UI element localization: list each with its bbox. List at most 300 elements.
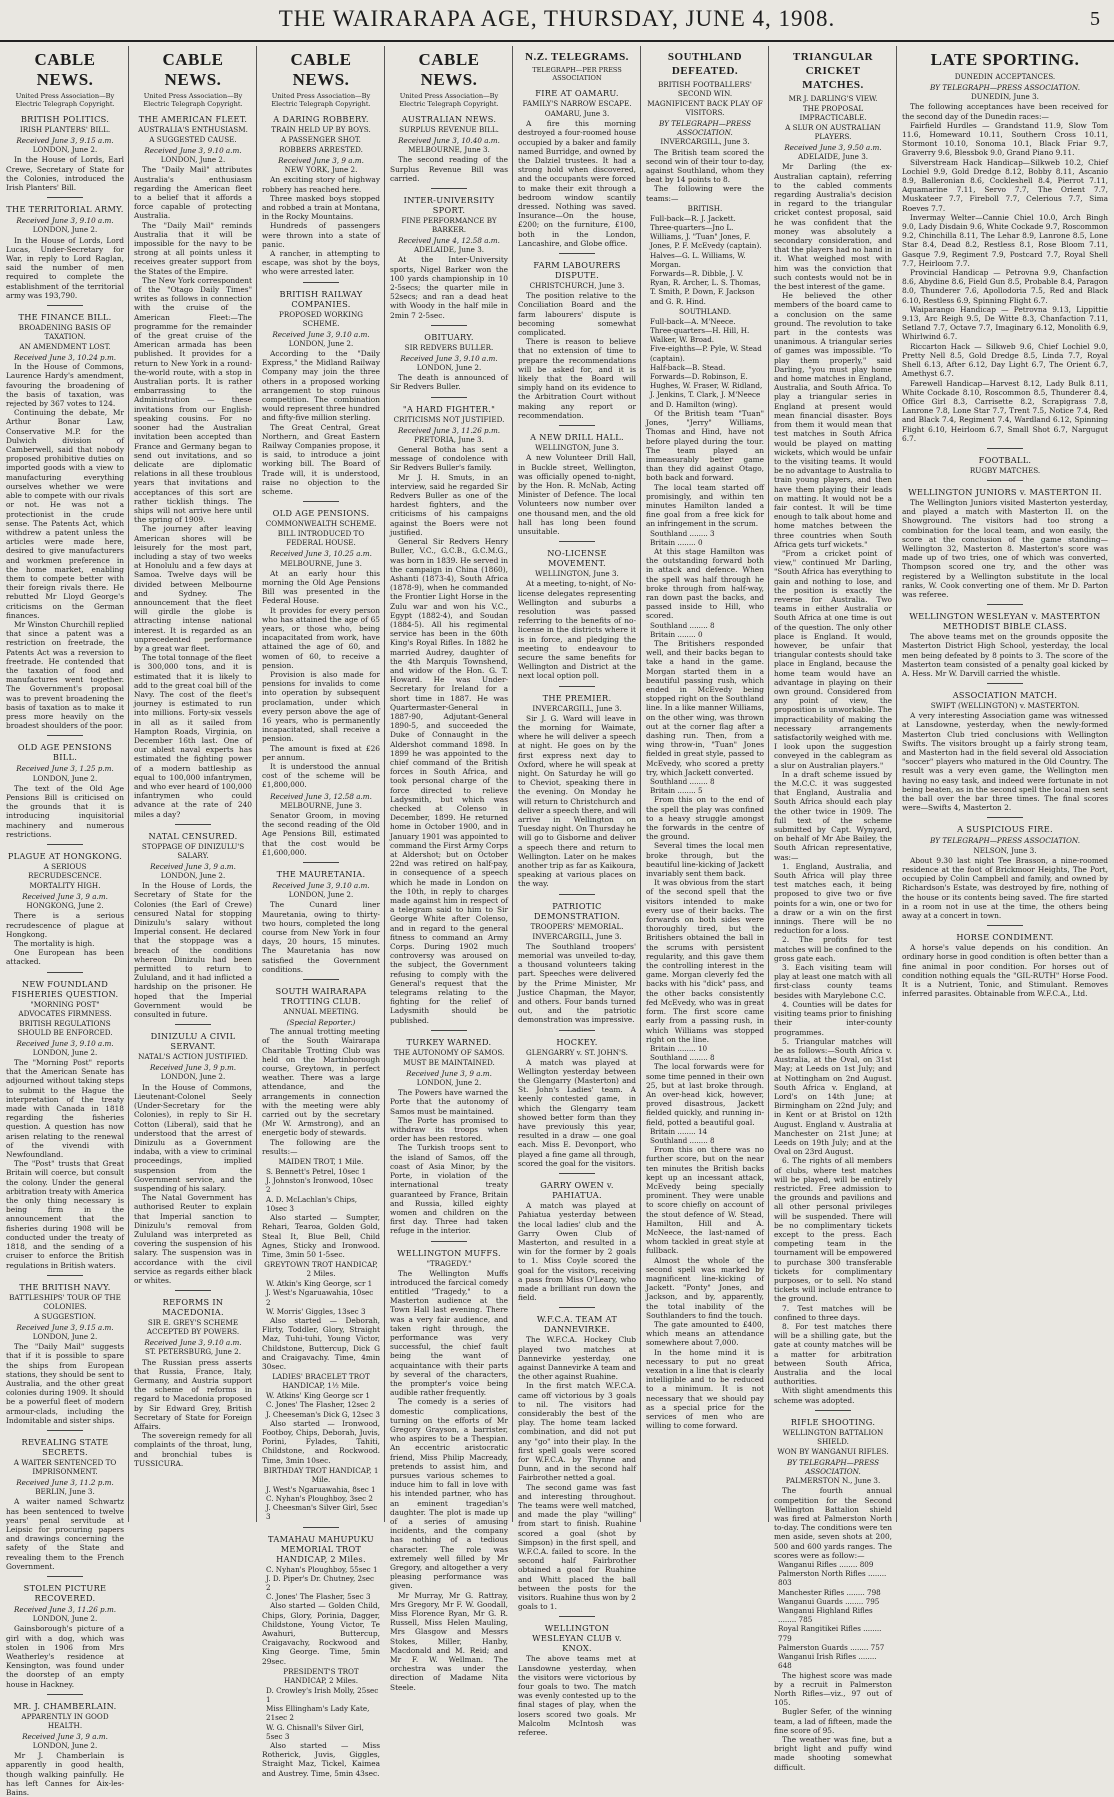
article-headline: REVEALING STATE SECRETS.: [21, 1436, 109, 1457]
article-subheading: FINE PERFORMANCE BY BARKER.: [401, 216, 497, 235]
article-separator: [987, 448, 1023, 449]
article-separator: [175, 1024, 211, 1025]
article-headline: WELLINGTON WESLEYAN v. MASTERTON METHODIST BIBLE CLASS.: [909, 611, 1101, 632]
column-rule: [512, 46, 513, 1522]
article-subheading: BROADENING BASIS OF TAXATION.: [18, 323, 112, 342]
article-subheading: A PASSENGER SHOT.: [281, 135, 361, 144]
article-paragraph: One European has been attacked.: [6, 948, 124, 967]
article-separator: [47, 1694, 83, 1695]
article-headline: THE BRITISH NAVY.: [19, 1281, 111, 1292]
article-paragraph: The Wellington Juniors visited Masterton yesterday, and played a match with Masterton II. on the Showground. The visitors had too strong a combination for the local team, and won easily, the score at the conclusion of the game standing—Wellington 32, Masterton 8. Masterton's score was made up of two tries, one of which was converted, Thompson scored one try, and the other was registered by a Wellington substitute in the local ranks, W. Cook converting one of them. Mr D. Parton was referee.: [902, 497, 1108, 599]
received-line: Received June 3, 9 a.m.: [278, 156, 364, 165]
received-line: Received June 3, 1.25 p.m.: [16, 764, 114, 774]
result-line: J. Cheeseman's Dick G, 12sec 3: [266, 1409, 380, 1419]
article-separator: [559, 686, 595, 687]
dateline: LONDON, June 2.: [288, 890, 354, 900]
received-line: Received June 3, 9.10 a.m.: [400, 353, 498, 363]
article-subheading: NATAL'S ACTION JUSTIFIED.: [138, 1052, 248, 1062]
dateline: MELBOURNE, June 3.: [280, 558, 362, 568]
article-paragraph: The Britishers responded well, and their backs began to take a hand in the game. Morgan started them in a beautiful passing rush, which ended in McEvedy being stopped right on the Southland line. In a like manner Williams, on the other wing, was thrown out at the corner flag after a dashing run. Then, from a wing throw-in, "Tuan" Jones fielded in great style, passed to McEvedy, who scored a pretty try, which Jackett converted.: [646, 638, 764, 777]
article-separator: [47, 844, 83, 845]
result-line: Wanganui Highland Rifles ........ 785: [778, 1606, 873, 1625]
dateline: LONDON, June 2.: [32, 773, 98, 783]
article-separator: [47, 305, 83, 306]
article-headline: FIRE AT OAMARU.: [535, 88, 619, 98]
article-separator: [987, 683, 1023, 684]
article-paragraph: Riccarton Hack — Silkweb 9.6, Chief Lochiel 9.0, Pretty Nell 8.5, Gold Dredge 8.5, Linda 7.7, Royal Shell 6.13, After 6.12, Day Light 6.7, The Orient 6.7, Amethyst 6.7.: [902, 341, 1108, 379]
article-subheading: PROPOSED WORKING SCHEME.: [278, 309, 364, 328]
result-line: Palmerston Guards ........ 757: [778, 1642, 885, 1652]
received-line: Received June 3, 11.26 p.m.: [13, 1604, 117, 1614]
article-subheading: A SLUR ON AUSTRALIAN PLAYERS.: [785, 123, 881, 141]
press-credit: United Press Association—By Electric Telegraph Copyright.: [399, 92, 499, 108]
article-paragraph: Hundreds of passengers were thrown into a state of panic.: [262, 221, 380, 249]
article-subheading: A SERIOUS RECRUDESCENCE.: [28, 862, 102, 880]
article-separator: [559, 425, 595, 426]
article-paragraph: It provides for every person who has attained the age of 65 years, or those who, being incapacitated from work, have attained the age of 60, and women of 60, to receive a pension.: [262, 605, 380, 670]
article-paragraph: Sir J. G. Ward will leave in the morning for Waimate, where he will deliver a speech at night. He goes on by the first express next day to Oxford, where he will speak at night. On Saturday he will go to Cheviot, speaking there in the evening. On Monday he will return to Christchurch and deliver a speech there, and will arrive in Wellington on Tuesday night. On Thursday he will go to Gisborne and deliver a speech there and return to Wellington. Later on he makes another trip as far as Kaikoura, speaking at various places on the way.: [518, 713, 636, 889]
received-line: BY TELEGRAPH—PRESS ASSOCIATION.: [930, 836, 1080, 846]
article-separator: [559, 253, 595, 254]
dateline: WELLINGTON, June 3.: [535, 443, 619, 453]
dateline: HONGKONG, June 2.: [26, 901, 104, 911]
article-subheading: WON BY WANGANUI RIFLES.: [777, 1446, 889, 1456]
article-paragraph: 7. Test matches will be confined to three days.: [774, 1303, 892, 1322]
received-line: Received June 3, 9.10 a.m.: [272, 881, 370, 890]
result-line: W. G. Chisnall's Silver Girl, 5sec 3: [266, 1722, 364, 1741]
dateline: INVERCARGILL, June 3.: [532, 931, 622, 941]
article-paragraph: The local forwards were for some time penned in their own 25, but at last broke through. An over-head kick, however, proved disastrous, Jackett fielded quickly, and running in-field, potted a beautiful goal.: [646, 1062, 764, 1127]
article-headline: TURKEY WARNED.: [406, 1036, 492, 1047]
article-subheading: SIR REDVERS BULLER.: [404, 342, 494, 352]
result-line: J. Johnston's Ironwood, 10sec 2: [266, 1176, 374, 1195]
article-subheading: DUNEDIN ACCEPTANCES.: [954, 72, 1056, 81]
received-line: Received June 3, 9.10 a.m.: [16, 216, 114, 226]
article-paragraph: A very interesting Association game was witnessed at Lansdowne, yesterday, when the newly-formed Masterton Club tried conclusions with Wellington Swifts. The visitors brought up a fairly strong team, and Masterton had in the field several old Association "soccer" players who matured in the Old Country. The result was a very even game, the Wellington men having no easy task, and indeed were fortunate in not being beaten, as in the second spell the local men sent the ball over the bar three times. The final scores were—Swifts 4, Masterton 2.: [902, 711, 1108, 813]
article-paragraph: The "Daily Mail" suggests that if it is possible to spare the ships from European stations, they should be sent to Australia, and the other great colonies during 1909. It should be a powerful fleet of modern armour-clads, including the Indomitable and sister ships.: [6, 1342, 124, 1425]
article-paragraph: There is reason to believe that no extension of time to prepare the recommendations will be asked for, and it is likely that the Board will simply hand on its evidence to the Arbitration Court without making any report or recommendation.: [518, 337, 636, 420]
article-paragraph: The journey after leaving American shores will be leisurely for the most part, including a stay of two weeks at Honolulu and a few days at Samoa. Twelve days will be divided between Melbourne and Sydney. The announcement that the fleet will girdle the globe is attracting intense national interest. It is regarded as an unprecedented performance by a great war fleet.: [134, 524, 252, 653]
article-paragraph: The Cunard liner Mauretania, owing to thirty-two hours, completed the long course from New York in four days, 20 hours, 15 minutes. The Mauretania has now satisfied the Government conditions.: [262, 900, 380, 974]
article-subheading: IRISH PLANTERS' BILL.: [19, 125, 111, 134]
result-line: Southland ........ 8: [650, 777, 715, 787]
article-paragraph: The "Post" trusts that Great Britain will coerce, but consult the colony. Under the general arbitration treaty with America the only thing necessary is being firm in the announcement that the fisheries during 1908 will be conducted under the treaty of 1818, and the sending of a cruiser to enforce the British regulations in British waters.: [6, 1159, 124, 1270]
result-line: W. Atkin's King George, scr 1: [266, 1279, 373, 1289]
dateline: ADELAIDE, June 3.: [797, 152, 869, 162]
article-separator: [175, 824, 211, 825]
article-subheading: AN AMENDMENT LOST.: [19, 342, 111, 352]
article-headline: NATAL CENSURED.: [148, 830, 238, 841]
article-paragraph: The amount is fixed at £26 per annum.: [262, 743, 380, 762]
article-paragraph: The Russian press asserts that Russia, France, Italy, Germany, and Austria support the scheme of reforms in regard to Macedonia proposed by Sir Edward Grey, British Secretary of State for Foreign Affairs.: [134, 1357, 252, 1431]
article-paragraph: The second game was fast and interesting throughout. The teams were well matched, and made the play "willing" from start to finish. Ruahine scored a goal (shot by Simpson) in the first spell, and W.F.C.A. failed to score. In the second half Fairbrother obtained a goal for Ruahine and Whitt placed the ball between the posts for the visitors. Ruahine thus won by 2 goals to 1.: [518, 1482, 636, 1612]
article-paragraph: In a draft scheme issued by the M.C.C. it was suggested that England, Australia and South Africa should each play the other twice in 1909. The full text of the scheme submitted by Capt. Wynyard, on behalf of Mr Abe Bailey, the South African representative, was:—: [774, 769, 892, 862]
article-headline: STOLEN PICTURE RECOVERED.: [23, 1582, 107, 1603]
dateline: MELBOURNE, June 3.: [408, 145, 490, 155]
article-separator: [559, 894, 595, 895]
article-separator: [987, 604, 1023, 605]
article-headline: GARRY OWEN v. PAHIATUA.: [540, 1180, 614, 1201]
article-paragraph: The text of the Old Age Pensions Bill is criticised on the grounds that it is introducing inquisitorial machinery and numerous restrictions.: [6, 783, 124, 839]
article-paragraph: A horse's value depends on his condition. An ordinary horse in good condition is often better than a fine animal in poor condition. For horses out of condition nothing equals the "GIL-RUTH" Horse Food. It is a Nutrient, Tonic, and Stimulant. Removes inferred parasites. Obtainable from W.F.C.A., Ltd.: [902, 943, 1108, 999]
article-subheading: A SUGGESTION.: [34, 1311, 96, 1321]
article-subheading: TRAIN HELD UP BY BOYS.: [271, 125, 371, 134]
article-headline: FARM LABOURERS DISPUTE.: [533, 260, 621, 281]
column-1: [6, 46, 124, 1797]
article-paragraph: In the House of Commons, Laurence Hardy's amendment, favouring the broadening of the basis of taxation, was rejected by 367 votes to 124.: [6, 362, 124, 409]
article-paragraph: The "Morning Post" reports that the American Senate has adjourned without taking steps to submit to the Hague the interpretation of the treaty made with Canada in 1818 regarding the fisheries question. A question has now arisen relating to the renewal of the vivendi with Newfoundland.: [6, 1058, 124, 1160]
article-subheading: TROOPERS' MEMORIAL.: [530, 921, 624, 931]
column-rule: [640, 46, 641, 1522]
article-separator: [47, 735, 83, 736]
article-paragraph: "From a cricket point of view," continued Mr Darling, "South Africa has everything to gain and nothing to lose, and the position is exactly the reverse for Australia. Two teams in either Australia or South Africa at one time is out of the question. The only other place is England. It would, however, be unfair that triangular contests should take place in England, because the home team would have an advantage in playing on their own ground. Considered from any point of view, the proposition is unworkable. The impracticability of making the necessary arrangements satisfactorily weighed with me. I look upon the suggestion conveyed in the cablegram as a slur on Australian players.": [774, 548, 892, 770]
received-line: Received June 3, 10.24 p.m.: [13, 353, 117, 363]
column-2: [134, 46, 252, 1524]
article-paragraph: The fourth annual competition for the Second Wellington Battalion shield was fired at Palmerston North to-day. The conditions were ten men aside, seven shots at 200, 500 and 600 yards ranges. The scores were as follow:—: [774, 1486, 892, 1560]
dateline: NEW YORK, June 2.: [284, 165, 358, 175]
article-paragraph: Of the British team "Tuan" Jones, "Jerry" Williams, Thomas and Hind, have not before played during the tour. The team played an immeasurably better game than they did against Otago, both back and forward.: [646, 408, 764, 483]
result-line: W. Atkins' King George scr 1: [266, 1391, 370, 1401]
article-paragraph: There is a serious recrudescence of plague at Hongkong.: [6, 911, 124, 939]
received-line: Received June 3, 9.15 a.m.: [16, 1322, 114, 1332]
dateline: LONDON, June 2.: [32, 1614, 98, 1624]
article-paragraph: The second reading of the Surplus Revenue Bill was carried.: [390, 155, 508, 183]
article-paragraph: 6. The rights of all members of clubs, where test matches will be played, will be entirely restricted. Free admission to the grounds and pavilions and all other personal privileges will be suspended. There will be no complimentary tickets except to the press. Each competing team in the tournament will be empowered to purchase 300 transferable tickets for complimentary purposes, or to sell. No stand tickets will include entrance to the ground.: [774, 1156, 892, 1304]
result-line: Manchester Rifles ........ 798: [778, 1587, 881, 1597]
article-headline: ASSOCIATION MATCH.: [952, 690, 1058, 701]
dateline: BERLIN, June 3.: [35, 1487, 95, 1497]
article-paragraph: The following are the results:—: [262, 1137, 380, 1156]
article-headline: NO-LICENSE MOVEMENT.: [547, 548, 607, 569]
dateline: ST. PETERSBURG, June 2.: [144, 1347, 242, 1357]
column-header: CABLE NEWS.: [290, 50, 352, 89]
article-headline: "A HARD FIGHTER.": [402, 403, 496, 414]
press-credit: TELEGRAPH—PER PRESS ASSOCIATION: [532, 66, 622, 82]
article-headline: RIFLE SHOOTING.: [790, 1416, 876, 1427]
article-separator: [559, 1307, 595, 1308]
press-credit: United Press Association—By Electric Telegraph Copyright.: [143, 92, 243, 108]
article-headline: AUSTRALIAN NEWS.: [401, 114, 497, 124]
article-subheading: BILL INTRODUCED TO FEDERAL HOUSE.: [277, 529, 365, 548]
column-header: LATE SPORTING.: [930, 50, 1080, 69]
article-separator: [431, 1030, 467, 1031]
received-line: Received June 3, 12.58 a.m.: [270, 791, 372, 801]
article-subheading: THE AUTONOMY OF SAMOS.: [393, 1047, 505, 1057]
article-headline: WELLINGTON JUNIORS v. MASTERTON II.: [908, 486, 1102, 497]
result-line: Three-quarters—H. Hill, H. Walker, W. Broad.: [650, 326, 750, 345]
article-headline: OLD AGE PENSIONS.: [272, 508, 370, 519]
article-subheading: SIR E. GREY'S SCHEME ACCEPTED BY POWERS.: [146, 1318, 240, 1337]
article-paragraph: The Powers have warned the Porte that the autonomy of Samos must be maintained.: [390, 1088, 508, 1116]
result-line: C. Nyhan's Ploughboy, 55sec 1: [266, 1564, 378, 1574]
article-paragraph: The "Daily Mail" reminds Australia that it will be impossible for the navy to be strong at all points unless it receives greater support from the States of the Empire.: [134, 220, 252, 276]
article-separator: [303, 282, 339, 283]
article-paragraph: A match was played at Wellington yesterday between the Glengarry (Masterton) and St. John's Ladies' team. A keenly contested game, in which the Glengarry team showed better form than they have previously this year, resulted in a draw — one goal each. Miss E. Devonport, who played a fine game all through, scored the goal for the visitors.: [518, 1057, 636, 1168]
article-subheading: CRITICISMS NOT JUSTIFIED.: [393, 414, 505, 424]
article-paragraph: About 9.30 last night Tee Brasson, a nine-roomed residence at the foot of Brickmoor Heights, The Port, occupied by Colin Campbell and family, and owned by Richardson's Estate, was destroyed by fire, nothing of the house or its contents being saved. The fire started in a room not in use at the time, the others being away at a concert in town.: [902, 855, 1108, 921]
received-line: Received June 3, 11.2 p.m.: [16, 1477, 114, 1487]
article-paragraph: From this on to the end of the spell the play was confined to a heavy struggle amongst the forwards in the centre of the ground.: [646, 795, 764, 842]
article-headline: REFORMS IN MACEDONIA.: [162, 1297, 224, 1318]
dateline: LONDON, June 2.: [32, 1047, 98, 1057]
article-headline: BRITISH POLITICS.: [20, 114, 110, 124]
article-paragraph: General Sir Redvers Henry Buller, V.C., G.C.B., G.C.M.G., was born in 1839. He served in the campaign in China (1860), Ashanti (1873-4), South Africa (1878-9), when he commanded the Frontier Light Horse in the Zulu war and won his V.C., Egypt (1882-4), and Soudan (1884-5). All his regimental service has been in the 60th King's Royal Rifles. In 1882 he married Audrey, daughter of the 4th Marquis Townshend, and widow of the Hon. G. T. Howard. He was Under-Secretary for Ireland for a short time in 1887. He was Quartermaster-General in 1887-90, Adjutant-General 1890-5, and succeeded the Duke of Connaught in the Aldershot command 1898. In 1899 he was appointed to the chief command of the British forces in South Africa, and took personal charge of the force directed to relieve Ladysmith, but which was checked at Colenso in December, 1899. He returned home in October 1900, and in January 1901 was appointed to command the First Army Corps at Aldershot; but on October 22nd was retired on half-pay, in consequence of a speech which he made in London on the 10th, in reply to charges made against him in respect of a telegram said to him to Sir George White after Colenso, and in regard to the general fitness to command an Army Corps. During 1902 much controversy was aroused on the subject, the Government refusing to comply with the General's request that the telegrams relating to the fighting for the relief of Ladysmith should be published.: [390, 537, 509, 1025]
article-separator: [47, 1576, 83, 1577]
article-separator: [559, 1616, 595, 1617]
article-headline: OLD AGE PENSIONS BILL.: [17, 742, 113, 763]
article-headline: DINIZULU A CIVIL SERVANT.: [150, 1031, 236, 1052]
article-paragraph: General Botha has sent a message of condolence with Sir Redvers Buller's family.: [390, 445, 508, 473]
article-paragraph: The Wellington Muffs introduced the farcical comedy entitled "Tragedy," to a Masterton audience at the Town Hall last evening. There was a very fair audience, and taken right through, the performance was very successful, the chief fault being the want of acquaintance with their parts by several of the characters, the prompter's voice being audible rather frequently.: [390, 1268, 508, 1398]
dateline: NELSON, June 3.: [973, 845, 1037, 855]
article-subheading: BATTLESHIPS' TOUR OF THE COLONIES.: [9, 1292, 121, 1311]
result-line: C. Jones' The Flasher, 5sec 3: [266, 1592, 371, 1602]
article-paragraph: A waiter named Schwartz has been sentenced to twelve years' penal servitude at Leipsic for procuring papers and drawings concerning the safety of the State and revealing them to the French Government.: [6, 1497, 124, 1571]
article-paragraph: The comedy is a series of domestic complications, turning on the efforts of Mr Gregory Grayson, a barrister, who aspires to be a Thespian. An eccentric aristocratic friend, Miss Philip Macready, pretends to assist him, and pursues various schemes to induce him to fall in love with his intended partner, who has an eminent tragedian's daughter. The plot is made up of a series of amusing incidents, and the company has nothing of a tedious character. The role was extremely well filled by Mr Gregory, and altogether a very pleasing performance was given.: [390, 1397, 508, 1591]
article-paragraph: In the House of Lords, the Secretary of State for the Colonies (the Earl of Crewe) censured Natal for stopping Dinizulu's salary without Imperial consent. He declared that the stoppage was a breach of the conditions whereon Dinizulu had been permitted to return to Zululand, and it had inflicted a hardship on the prisoner. He hoped that the Imperial Government would be consulted in future.: [134, 881, 252, 1020]
column-header: TRIANGULAR CRICKET MATCHES.: [792, 51, 874, 91]
article-paragraph: The gate amounted to £400, which means an attendance somewhere about 7,000.: [646, 1320, 764, 1348]
article-paragraph: Provincial Handicap — Petrovna 9.9, Chanfaction 8.6, Abydine 8.6, Field Gun 8.5, Probable 8.4, Paragon 8.0, Thunderer 7.6, Apollodoria 7.5, Red and Black 6.10, Restless 6.9, Spinning Flight 6.7.: [902, 268, 1108, 305]
column-header: SOUTHLAND DEFEATED.: [667, 51, 743, 77]
article-separator: [559, 1173, 595, 1174]
result-line: Britain ........ 0: [650, 537, 703, 547]
article-paragraph: At a meeting, to-night, of No-license delegates representing Wellington and suburbs a resolution was passed referring to the benefits of no-license in the districts where it is in force, and pledging the meeting to endeavour to secure the same benefits for Wellington and District at the next local option poll.: [518, 579, 636, 681]
dateline: MELBOURNE, June 3.: [280, 800, 362, 810]
received-line: BY TELEGRAPH—PRESS ASSOCIATION.: [930, 83, 1080, 92]
article-subheading: GREYTOWN TROT HANDICAP, 2 Miles.: [264, 1260, 378, 1279]
dateline: DUNEDIN, June 3.: [971, 92, 1039, 102]
result-line: Full-back—R. J. Jackett.: [650, 213, 736, 223]
article-paragraph: A rancher, in attempting to escape, was shot by the boys, who were arrested later.: [262, 249, 380, 277]
article-paragraph: A fire this morning destroyed a four-roomed house occupied by a baker and family named Burridge, and owned by the Dalziel trustees. It had a strong hold when discovered, and the occupants were forced to make their exit through a bedroom window scantily dressed. Nothing was saved. Insurance—On the house, £200; on the furniture, £100, both in the London, Lancashire, and Globe office.: [518, 119, 636, 248]
column-3: [262, 46, 380, 1778]
column-header: CABLE NEWS.: [162, 50, 224, 89]
article-paragraph: The "Daily Mail" attributes Australia's enthusiasm regarding the American fleet to a belief that it affords a force capable of protecting Australia.: [134, 165, 252, 221]
dateline: INVERCARGILL, June 3.: [532, 703, 622, 713]
article-paragraph: Senator Groom, in moving the second reading of the Old Age Pensions Bill, estimated that the cost would be £1,600,000.: [262, 810, 380, 857]
result-line: Full-back—A. M'Neece.: [650, 316, 736, 326]
received-line: (Special Reporter.): [286, 1018, 356, 1028]
article-subheading: MR J. DARLING'S VIEW.: [788, 94, 878, 103]
article-headline: TAMAHAU MAHUPUKU MEMORIAL TROT HANDICAP, 2 Miles.: [268, 1533, 374, 1564]
article-headline: W.F.C.A. TEAM AT DANNEVIRKE.: [536, 1314, 618, 1335]
article-paragraph: Bugler Sefer, of the winning team, a lad of fifteen, made the fine score of 95.: [774, 1707, 892, 1735]
result-line: W. Morris' Giggles, 13sec 3: [266, 1306, 366, 1316]
article-paragraph: Several times the local men broke through, but the beautiful line-kicking of Jackett invariably sent them back.: [646, 841, 764, 879]
article-paragraph: Also started — Sumpter, Rehari, Tearoa, Golden Gold, Steal It, Blue Bell, Child Agnes, Sticky and Ironwood. Time, 3min 50 1-5sec.: [262, 1213, 380, 1259]
article-subheading: BRITISH REGULATIONS SHOULD BE ENFORCED.: [17, 1018, 113, 1037]
article-subheading: STOPPAGE OF DINIZULU'S SALARY.: [141, 841, 245, 860]
article-paragraph: Also started — Golden Child, Chips, Glory, Porinia, Dagger, Childstone, Young Victor, Te Awahuri, Buttercup, Craigavachy, Rockwood and King George. Time, 5min 29sec.: [262, 1601, 380, 1666]
result-line: Miss Ellingham's Lady Kate, 21sec 2: [266, 1704, 370, 1723]
article-paragraph: A new Volunteer Drill Hall, in Buckle street, Wellington, was officially opened to-night, by the Hon. R. McNab, Acting Minister of Defence. The local Volunteers now number over one thousand men, and the old hall has long been found unsuitable.: [518, 453, 636, 536]
article-paragraph: The mortality is high.: [14, 939, 95, 949]
dateline: INVERCARGILL, June 3.: [660, 137, 750, 147]
article-headline: THE PREMIER.: [542, 692, 612, 703]
received-line: Received June 3, 9.10 a.m.: [16, 1038, 114, 1048]
article-headline: OBITUARY.: [424, 331, 474, 342]
article-paragraph: The sovereign remedy for all complaints of the throat, lung, and bronchial tubes is TUSSICURA.: [134, 1431, 252, 1468]
received-line: Received June 3, 10.25 a.m.: [270, 549, 372, 559]
received-line: Received June 3, 9.10 a.m.: [272, 329, 370, 339]
dateline: PRETORIA, June 3.: [414, 434, 484, 444]
received-line: Received June 3, 11.26 p.m.: [397, 425, 501, 435]
article-headline: A DARING ROBBERY.: [273, 114, 369, 124]
article-headline: WELLINGTON MUFFS.: [397, 1247, 501, 1258]
article-paragraph: The total tonnage of the fleet is 300,000 tons, and it is estimated that it is likely to add to the great coal bill of the Navy. The cost of the fleet's journey is estimated to run into millions. Forty-six vessels in all as it sailed from Hampton Roads, Virginia, on December 16th last. One of our ablest naval experts has estimated the fighting power of a modern battleship as equal to 100,000 infantrymen, and who ever heard of 100,000 infantrymen who could advance at the rate of 240 miles a day?: [134, 653, 252, 819]
article-paragraph: A match was played at Pahiatua yesterday between the local ladies' club and the Garry Owen Club of Masterton, and resulted in a win for the former by 2 goals to 1. Miss Coyle scored the goal for the visitors, receiving a pass from Miss O'Leary, who made a brilliant run down the field.: [518, 1201, 636, 1303]
article-paragraph: The above teams met on the grounds opposite the Masterton District High School, yesterday, the local men being defeated by 8 points to 3. The score of the Masterton team consisted of a penalty goal kicked by A. Hess. Mr W. Darvill carried the whistle.: [902, 632, 1108, 678]
article-paragraph: The highest score was made by a recruit in Palmerston North Rifles—viz., 97 out of 105.: [774, 1670, 892, 1708]
article-headline: FOOTBALL.: [978, 454, 1032, 465]
article-headline: SOUTH WAIRARAPA TROTTING CLUB.: [275, 986, 367, 1007]
received-line: Received June 3, 9.50 a.m.: [784, 143, 882, 152]
result-line: J. D. Piper's Dr. Chutney, 2sec 2: [266, 1573, 375, 1592]
article-paragraph: Farewell Handicap—Harvest 8.12, Lady Bulk 8.11, White Cockade 8.10, Roscommon 8.5, Thunderer 8.4, Office Girl 8.3, Carrisette 8.2, Scrapigrass 7.8, Lanrone 7.8, Lone Star 7.7, Trent 7.5, Notice 7.4, Red and Black 7.4, Regiment 7.4, Wardland 6.12, Spinning Flight 6.10, Heirloom 6.7, Small Shot 6.7, Nargugut 6.7.: [902, 378, 1108, 443]
article-paragraph: Almost the whole of the second spell was marked by magnificent line-kicking of Jackett. "Ponty" Jones, and Jackson, and by, apparently, the total inability of the Southlanders to find the touch.: [646, 1255, 764, 1320]
article-paragraph: From this on there was no further score, but on the near ten minutes the British backs kept up an incessant attack, McEvedy being specially prominent. They were unable to score chiefly on account of the stout defence of W. Stead, Hamilton, Hill and A. McNeece, the last-named of whom tackled in great style at fullback.: [646, 1145, 764, 1256]
article-paragraph: The Turkish troops sent to the island of Samos, off the coast of Asia Minor, by the Porte, in violation of the international treaty guaranteed by France, Britain and Russia, killed eighty women and children on the first day. Three had taken refuge in the interior.: [390, 1143, 508, 1236]
dateline: LONDON, June 2.: [416, 363, 482, 373]
article-paragraph: It was obvious from the start of the second spell that the visitors intended to make every use of their backs. The forwards on both sides were thoroughly tired, but the Britishers obtained the ball in the scrums with persistent regularity, and this gave them the controlling interest in the game. Morgan cleverly fed the backs with his "dick" pass, and the other backs consistently fed McEvedy, who was in great form. The first score came early from a passing rush, in which Williams was stopped right on the line.: [646, 878, 764, 1044]
result-line: Wanganui Irish Rifles ........ 648: [778, 1652, 877, 1671]
press-credit: United Press Association—By Electric Telegraph Copyright.: [271, 92, 371, 108]
article-subheading: MUST BE MAINTAINED.: [403, 1057, 495, 1067]
result-line: Forwards—R. Dibble, J. V. Ryan, R. Archer, L. S. Thomas, T. Smith, P. Down, F. Jackson and G. R. Hind.: [650, 269, 761, 306]
article-paragraph: The Great Central, Great Northern, and Great Eastern Railway Companies propose, it is said, to introduce a joint working bill. The Board of Trade will, it is understood, raise no objection to the scheme.: [262, 422, 380, 497]
article-headline: WELLINGTON WESLEYAN CLUB v. KNOX.: [532, 1623, 622, 1654]
article-subheading: SWIFT (WELLINGTON) v. MASTERTON.: [930, 701, 1080, 711]
article-separator: [303, 1527, 339, 1528]
result-line: J. West's Ngaruawahia, 8sec 1: [266, 1484, 376, 1494]
article-paragraph: At this stage Hamilton was the outstanding forward both in attack and defence. When the spell was half through he broke through from half-way, ran down past the backs, and passed inside to Hill, who scored.: [646, 546, 764, 621]
article-subheading: ANNUAL MEETING.: [283, 1007, 359, 1017]
column-header: N.Z. TELEGRAMS.: [525, 51, 629, 63]
article-headline: MR. J. CHAMBERLAIN.: [13, 1700, 117, 1711]
dateline: LONDON, June 2.: [288, 338, 354, 348]
article-paragraph: Provision is also made for pensions for invalids to come into operation by subsequent proclamation, under which every person above the age of 16 years, who is permanently incapacitated, shall receive a pension.: [262, 669, 380, 744]
article-paragraph: In the House of Lords, Earl Crewe, Secretary of State for the Colonies, introduced the Irish Planters' Bill.: [6, 155, 124, 193]
received-line: Received June 3, 9 a.m.: [150, 861, 236, 871]
article-paragraph: 5. Triangular matches will be as follows:—South Africa v. Australia, at the Oval, on 31st May; at Leeds on 1st July; and at Nottingham on 2nd August. South Africa v. England, at Lord's on 14th June; at Birmingham on 22nd July; and in Kent or at Bristol on 12th August. England v. Australia at Manchester on 21st June; at Leeds on 19th July; and at the Oval on 23rd August.: [774, 1036, 892, 1157]
column-6: [646, 46, 764, 1524]
dateline: LONDON, June 2.: [416, 1078, 482, 1088]
article-subheading: WELLINGTON BATTALION SHIELD.: [782, 1427, 884, 1446]
result-line: C. Nyhan's Ploughboy, 3sec 2: [266, 1493, 373, 1503]
article-separator: [303, 501, 339, 502]
article-paragraph: In the House of Commons, Lieutenant-Colonel Seely (Under-Secretary for the Colonies), in reply to Sir H. Cotton (Liberal), said that he understood that the arrest of Dinizulu as a Government indaba, with a view to criminal proceedings, implied suspension from the Government service, and the suspending of his salary.: [134, 1082, 252, 1193]
article-separator: [559, 541, 595, 542]
received-line: BY TELEGRAPH—PRESS ASSOCIATION.: [786, 1457, 880, 1477]
received-line: Received June 3, 9 p.m.: [149, 1063, 237, 1073]
article-subheading: BIRTHDAY TROT HANDICAP, 1 Mile.: [263, 1465, 379, 1484]
dateline: LONDON, June 2.: [160, 155, 226, 165]
article-paragraph: The position relative to the Conciliation Board and the farm labourers' dispute is becoming somewhat complicated.: [518, 291, 636, 338]
article-paragraph: With slight amendments this scheme was adopted.: [774, 1386, 892, 1405]
article-paragraph: 4. Counties will be dates for visiting teams prior to finishing their inter-county programmes.: [774, 999, 892, 1037]
article-paragraph: Mr J. Chamberlain is apparently in good health, though walking painfully. He has left Cannes for Aix-les-Bains.: [6, 1751, 124, 1797]
article-paragraph: The New York correspondent of the "Otago Daily Times" writes as follows in connection with the cruise of the American Fleet:—The programme for the remainder of the great cruise of the American armada has been published. It provides for a return to New York in a round-the-world route, with a stop in Australian ports. It is rather embarrassing to the Administration — these invitations from our English-speaking cousins. For no sooner had the Australian invitation been accepted than France and Germany began to send out invitations, and so delicate are diplomatic relations in all these troublous years that invitations and acceptances of this sort are rather ticklish things. The ships will not arrive here until the spring of 1909.: [134, 275, 252, 525]
result-line: J. Cheesman's Silver Girl, 5sec 3: [266, 1503, 378, 1522]
article-subheading: A SUGGESTED CAUSE.: [149, 135, 237, 144]
article-paragraph: Waiparango Handicap — Petrovna 9.13, Lippittie 9.13, Arc Reigh 9.5, De Witte 8.3, Chanfaction 7.11, Setland 7.7, Octave 7.7, Imaginary 6.12, Monolith 6.9, Whirlwind 6.7.: [902, 304, 1108, 342]
article-paragraph: Mr J. H. Smuts, in an interview, said he regarded Sir Redvers Buller as one of the hardest fighters, and the criticisms of his campaigns against the Boers were not justified.: [390, 472, 508, 537]
column-7: [774, 46, 892, 1772]
result-line: Southland ........ 8: [650, 1053, 715, 1063]
masthead: [0, 0, 1114, 42]
article-subheading: MAIDEN TROT, 1 Mile.: [278, 1157, 364, 1167]
result-line: Three-quarters—Jno L. Williams, J. "Tuan" Jones, F. Jones, P. F. McEvedy (captain).: [650, 223, 762, 251]
article-headline: PLAGUE AT HONGKONG.: [7, 851, 123, 861]
received-line: Received June 3, 10.40 a.m.: [398, 136, 500, 145]
article-paragraph: The above teams met at Lansdowne yesterday, when the visitors were victorious by four goals to two. The match was evenly contested up to the final stages of play, when the losers scored two goals. Mr Malcolm McIntosh was referee.: [518, 1654, 636, 1738]
article-paragraph: Continuing the debate, Mr Arthur Bonar Law, Conservative M.P. for the Dulwich division of Camberwell, said that nobody proposed prohibitive duties on imported goods with a view to manufacturing everything ourselves whether we were able to compete with our rivals or not. He was not a protectionist in the crude sense. The Patents Act, which withdrew a patent unless the articles were made here, desired to give manufacturers and workmen preference in the home market, enabling them to compete better with their foreign rivals there. He rebutted Mr Lloyd George's criticisms on the German finances.: [6, 408, 124, 620]
result-line: Palmerston North Rifles ........ 803: [778, 1569, 887, 1588]
article-separator: [303, 862, 339, 863]
result-line: Halves—G. L. Williams, W. Morgan.: [650, 250, 746, 269]
received-line: Received June 3, 9 a.m.: [22, 1731, 108, 1741]
article-subheading: RUGBY MATCHES.: [969, 465, 1041, 475]
result-line: Britain ........ 14: [650, 1126, 708, 1136]
received-line: Received June 4, 12.58 a.m.: [398, 236, 500, 246]
article-paragraph: Silverstream Hack Handicap—Silkweb 10.2, Chief Lochiel 9.9, Gold Dredge 8.12, Bobby 8.11, Ascanio 8.9, Balleronian 8.6, Cockleshell 8.4, Pierrot 7.11, Aquamarine 7.11, Servo 7.7, The Orient 7.7, Muskateer 7.7, Fireboll 7.7, Celerious 7.7, Sima Roeves 7.7.: [902, 157, 1108, 213]
article-separator: [47, 197, 83, 198]
masthead-title: THE WAIRARAPA AGE, THURSDAY, JUNE 4, 1908.: [278, 6, 836, 31]
article-subheading: LADIES' BRACELET TROT HANDICAP, 1½ Mile.: [272, 1372, 370, 1391]
article-paragraph: Gainsborough's picture of a girl with a dog, which was stolen in 1906 from Mrs Weatherley's residence at Kensington, was found under the doorstep of an empty house in Hackney.: [6, 1624, 124, 1689]
page-number: 5: [1090, 8, 1100, 30]
result-line: Wanganui Rifles ........ 809: [778, 1560, 874, 1570]
article-paragraph: Mr Murray, Mr G. Rattray, Mrs Gregory, Mr F. W. Goodall, Miss Florence Ryan, Mr G. R. Russell, Miss Helen Mauling, Mrs Glasgow and Messrs Stokes, Miller, Hanby, Macdonald and M. Reid; and Mr F. W. Wellman. The orchestra was under the direction of Madame Nita Steele.: [390, 1590, 508, 1692]
result-line: D. Crowley's Irish Molly, 25sec 1: [266, 1685, 379, 1705]
column-4: [390, 46, 509, 1692]
result-line: Southland ........ 8: [650, 1135, 715, 1145]
result-line: Half-back—B. Stead.: [650, 362, 726, 372]
dateline: LONDON, June 2.: [32, 1331, 98, 1341]
received-line: Received June 3, 9.10 a.m.: [144, 146, 242, 155]
dateline: LONDON, June 2.: [32, 225, 98, 235]
result-line: Forwards—D. Robinson, E. Hughes, W. Fraser, W. Ridland, J. Jenkins, T. Clark, J. M'Neece and D. Hamilton (wing).: [650, 372, 763, 409]
article-subheading: AUSTRALIA'S ENTHUSIASM.: [138, 125, 248, 134]
article-headline: A SUSPICIOUS FIRE.: [957, 824, 1053, 835]
column-5: [518, 46, 636, 1738]
column-rule: [768, 46, 769, 1522]
article-paragraph: It is understood the annual cost of the scheme will be £1,800,000.: [262, 761, 380, 790]
article-paragraph: The W.F.C.A. Hockey Club played two matches at Dannevirke yesterday, one against Dannevirke A team and the other against Ruahine.: [518, 1335, 636, 1382]
article-subheading: MORTALITY HIGH.: [29, 881, 101, 890]
dateline: LONDON, June 2.: [160, 1072, 226, 1082]
article-separator: [431, 397, 467, 398]
article-separator: [175, 1290, 211, 1291]
article-headline: INTER-UNIVERSITY SPORT.: [403, 195, 495, 216]
result-line: Wanganui Guards ........ 795: [778, 1596, 880, 1606]
column-header: CABLE NEWS.: [418, 50, 480, 89]
article-paragraph: Mr Winston Churchill replied that since a patent was a restriction on freetrade, the Patents Act was a reversion to freetrade. He contended that the taxation of food and manufactures went together. The Government's proposal was to prevent broadening the basis of taxation as to make it press more heavily on the broadest shoulders of the poor.: [6, 619, 124, 731]
column-rule: [896, 46, 897, 1522]
result-line: Southland ........ 8: [650, 620, 715, 630]
article-subheading: THE PROPOSAL IMPRACTICABLE.: [799, 104, 867, 122]
article-separator: [431, 1241, 467, 1242]
result-line: J. West's Ngaruawahia, 10sec 2: [266, 1288, 374, 1307]
dateline: OAMARU, June 3.: [544, 109, 610, 118]
article-paragraph: The death is announced of Sir Redvers Buller.: [390, 373, 508, 392]
dateline: LONDON, June 2.: [32, 145, 98, 155]
article-separator: [431, 188, 467, 189]
article-paragraph: He believed the other members of the board came to a conclusion on the same ground. The revolution to take part in the contests was unanimous. A triangular series of games was impossible. "To play them properly," said Darling, "you must play home and home matches in England, Australia, and South Africa. To play a triangular series in England at present would mean financial disaster. Boys from them it would mean that test matches in South Africa would be played on matting wickets, which would be unfair to the visiting teams. It would be no advantage to Australia to train young players, and then have them playing their leads on matting. It would not be a fair contest. It will be time enough to talk about home and home matches between the three countries when South Africa gets turf wickets.": [774, 291, 892, 549]
article-subheading: SOUTHLAND.: [679, 306, 731, 316]
result-line: Royal Rangitikei Rifles ........ 779: [778, 1624, 882, 1643]
